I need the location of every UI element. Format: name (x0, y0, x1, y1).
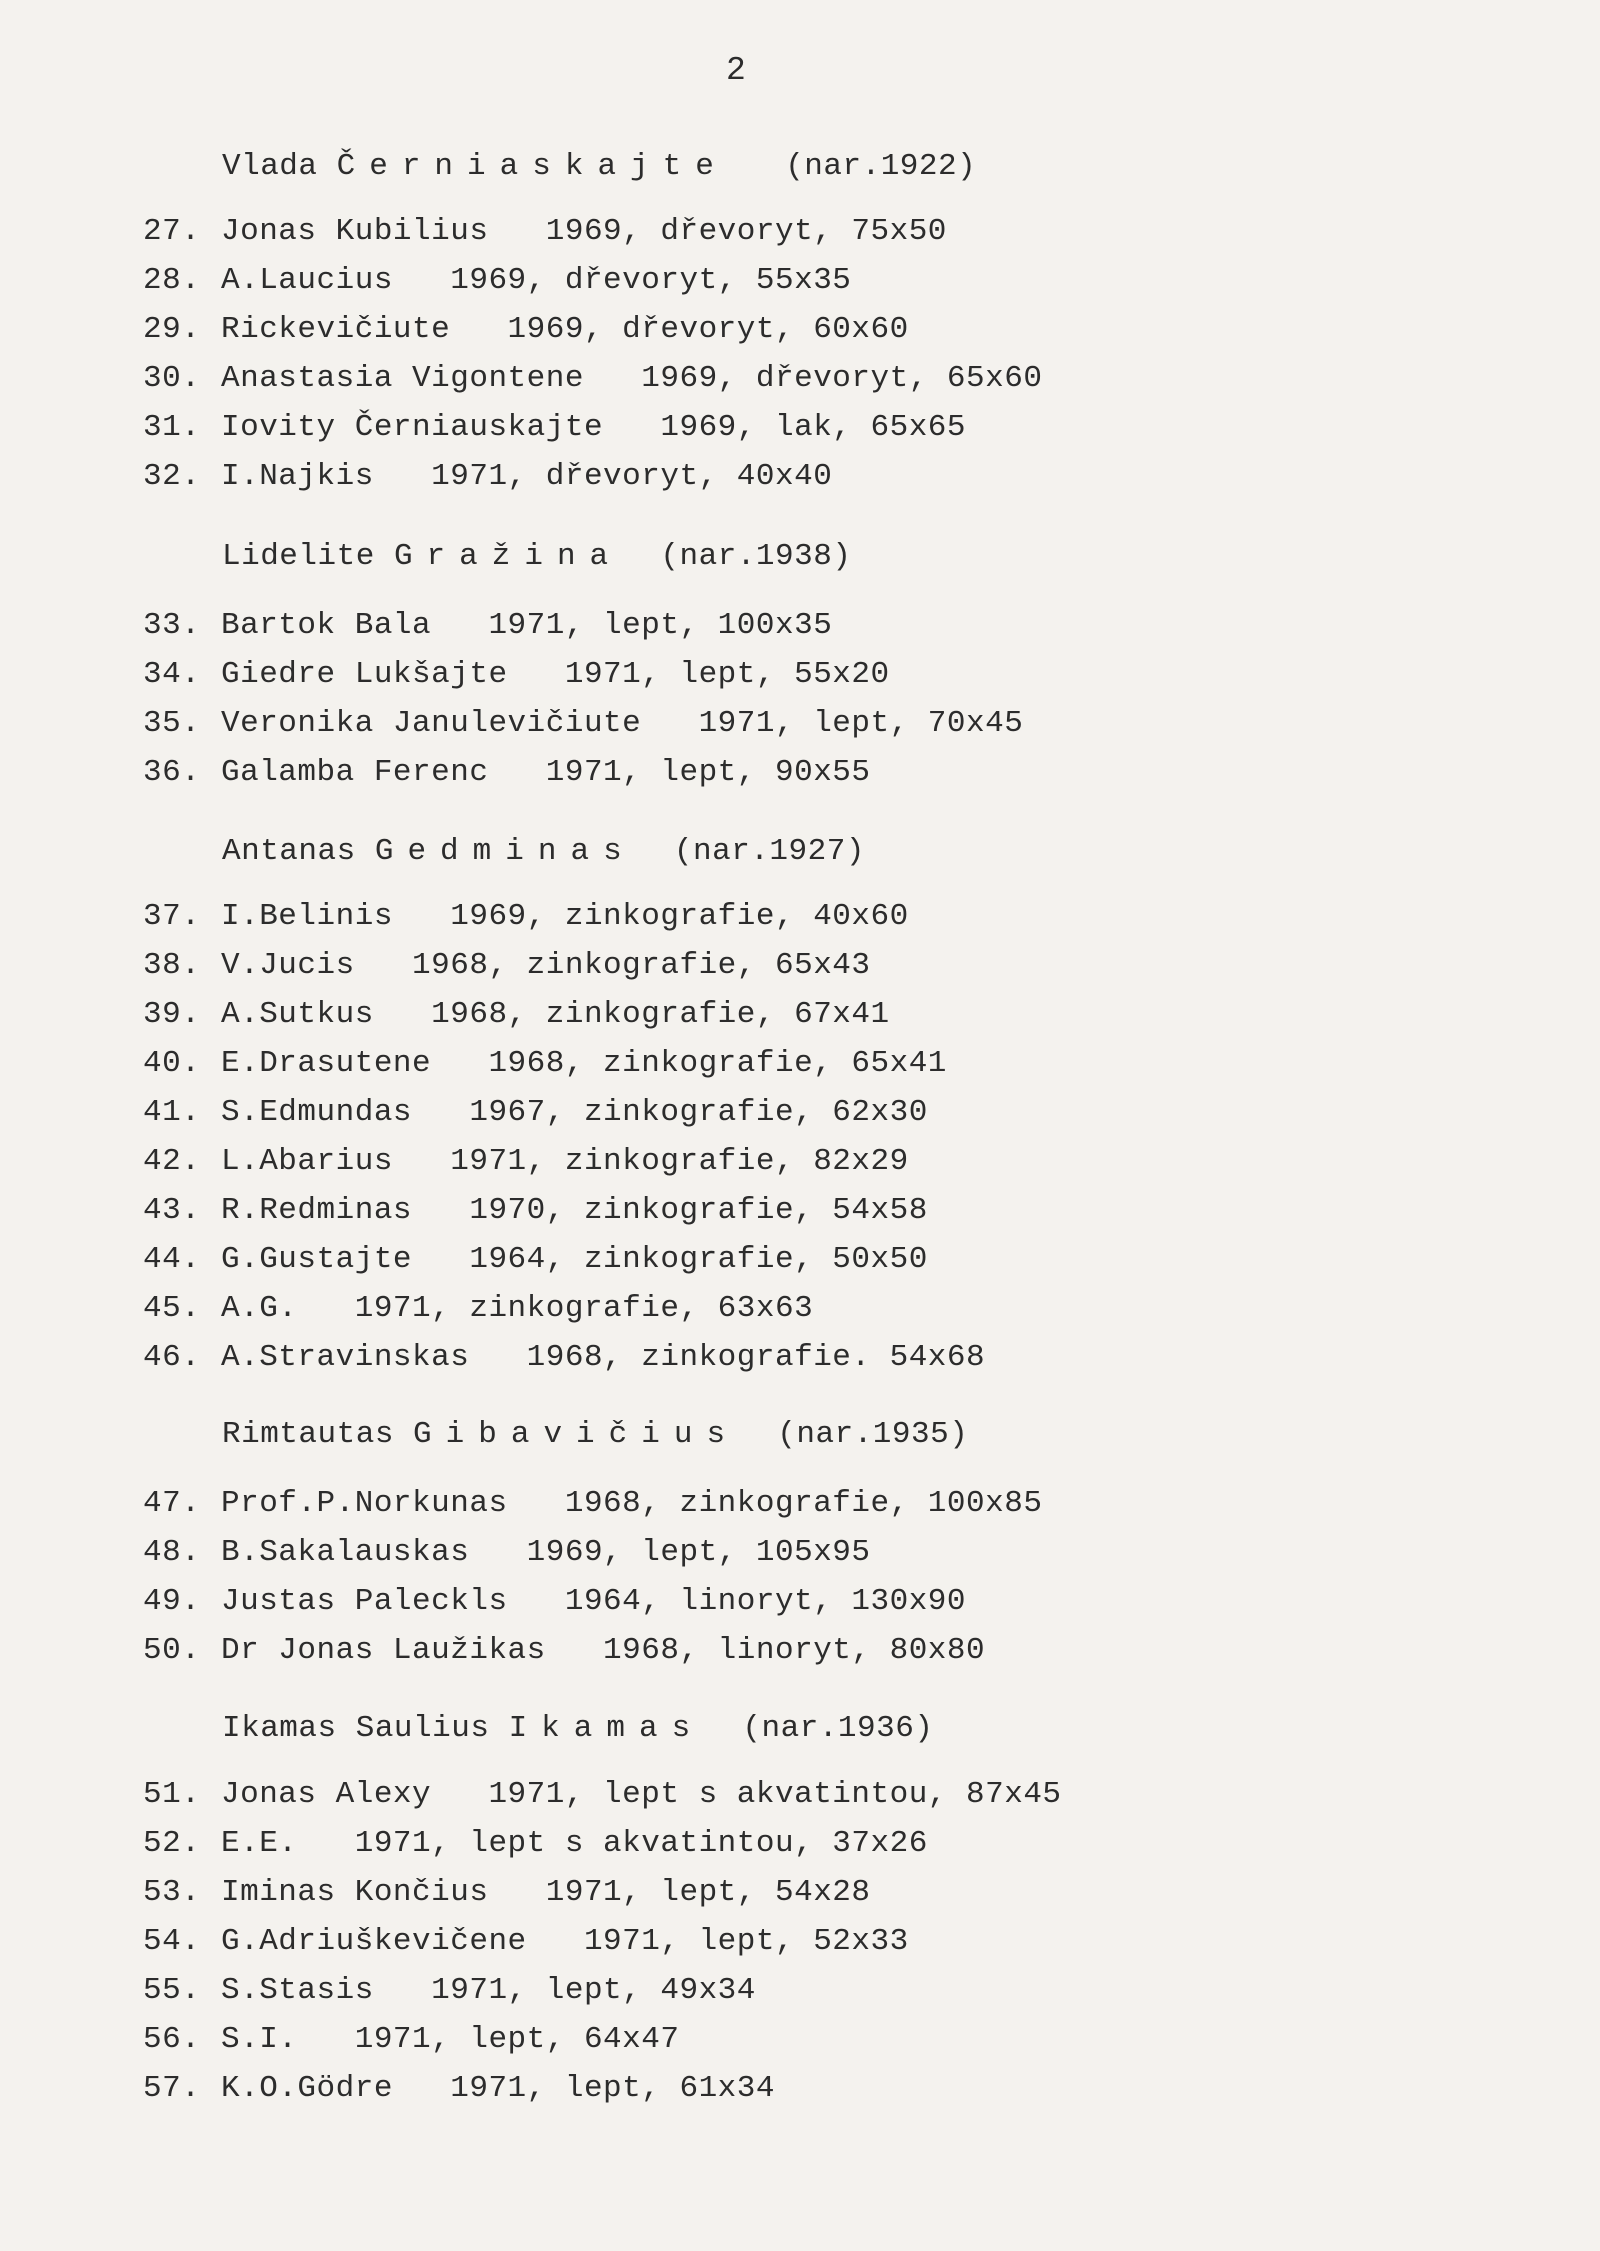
entry-text: L.Abarius 1971, zinkografie, 82x29 (221, 1144, 909, 1179)
entry-text: G.Gustajte 1964, zinkografie, 50x50 (221, 1242, 928, 1277)
entry-text: Giedre Lukšajte 1971, lept, 55x20 (221, 657, 890, 692)
artist-heading (222, 832, 865, 872)
artist-birth-year: (nar.1922) (785, 149, 977, 184)
artist-surname: Ikamas (508, 1711, 705, 1746)
entry-text: Jonas Alexy 1971, lept s akvatintou, 87x45 (221, 1777, 1062, 1812)
entry-number: 44. (143, 1242, 201, 1277)
entry-number: 33. (143, 608, 201, 643)
entry-number: 52. (143, 1826, 201, 1861)
entry-number: 42. (143, 1144, 201, 1179)
catalog-entry (143, 995, 890, 1035)
entry-number: 39. (143, 997, 201, 1032)
entry-number: 36. (143, 755, 201, 790)
catalog-entry (143, 655, 890, 695)
catalog-entry (143, 2020, 679, 2060)
entry-text: Galamba Ferenc 1971, lept, 90x55 (221, 755, 871, 790)
entry-text: S.I. 1971, lept, 64x47 (221, 2022, 680, 2057)
entry-text: Anastasia Vigontene 1969, dřevoryt, 65x60 (221, 361, 1043, 396)
entry-number: 57. (143, 2071, 201, 2106)
catalog-entry (143, 1093, 928, 1133)
artist-surname: Černiaskajte (336, 149, 728, 184)
artist-birth-year: (nar.1935) (777, 1417, 969, 1452)
catalog-entry (143, 2069, 775, 2109)
entry-text: I.Belinis 1969, zinkografie, 40x60 (221, 899, 909, 934)
entry-text: Bartok Bala 1971, lept, 100x35 (221, 608, 833, 643)
catalog-entry (143, 1191, 928, 1231)
entry-text: A.G. 1971, zinkografie, 63x63 (221, 1291, 814, 1326)
catalog-entry (143, 946, 871, 986)
entry-text: Prof.P.Norkunas 1968, zinkografie, 100x85 (221, 1486, 1043, 1521)
artist-birth-year: (nar.1936) (742, 1711, 934, 1746)
entry-number: 41. (143, 1095, 201, 1130)
entry-text: S.Stasis 1971, lept, 49x34 (221, 1973, 756, 2008)
entry-text: E.Drasutene 1968, zinkografie, 65x41 (221, 1046, 947, 1081)
entry-number: 56. (143, 2022, 201, 2057)
entry-number: 46. (143, 1340, 201, 1375)
artist-surname: Gražina (393, 539, 623, 574)
entry-text: E.E. 1971, lept s akvatintou, 37x26 (221, 1826, 928, 1861)
entry-text: K.O.Gödre 1971, lept, 61x34 (221, 2071, 775, 2106)
catalog-entry (143, 1044, 947, 1084)
artist-heading (222, 1415, 968, 1455)
catalog-entry (143, 704, 1023, 744)
catalog-entry (143, 212, 947, 252)
entry-text: S.Edmundas 1967, zinkografie, 62x30 (221, 1095, 928, 1130)
catalog-entry (143, 1873, 871, 1913)
artist-birth-year: (nar.1938) (660, 539, 852, 574)
catalog-entry (143, 1240, 928, 1280)
entry-number: 32. (143, 459, 201, 494)
entry-number: 43. (143, 1193, 201, 1228)
entry-number: 38. (143, 948, 201, 983)
entry-text: A.Stravinskas 1968, zinkografie. 54x68 (221, 1340, 986, 1375)
entry-number: 35. (143, 706, 201, 741)
catalog-entry (143, 1775, 1062, 1815)
entry-text: R.Redminas 1970, zinkografie, 54x58 (221, 1193, 928, 1228)
entry-number: 51. (143, 1777, 201, 1812)
catalog-entry (143, 359, 1042, 399)
entry-number: 37. (143, 899, 201, 934)
artist-first-name: Vlada (222, 149, 318, 184)
artist-surname: Gedminas (374, 834, 636, 869)
catalog-entry (143, 1631, 985, 1671)
entry-number: 34. (143, 657, 201, 692)
entry-number: 55. (143, 1973, 201, 2008)
catalog-entry (143, 1533, 871, 1573)
entry-number: 50. (143, 1633, 201, 1668)
artist-first-name: Ikamas Saulius (222, 1711, 490, 1746)
entry-text: Jonas Kubilius 1969, dřevoryt, 75x50 (221, 214, 947, 249)
catalog-entry (143, 1824, 928, 1864)
entry-number: 40. (143, 1046, 201, 1081)
catalog-entry (143, 310, 909, 350)
catalog-entry (143, 261, 851, 301)
entry-number: 30. (143, 361, 201, 396)
artist-first-name: Lidelite (222, 539, 375, 574)
entry-number: 28. (143, 263, 201, 298)
artist-birth-year: (nar.1927) (673, 834, 865, 869)
entry-number: 54. (143, 1924, 201, 1959)
catalog-entry (143, 1971, 756, 2011)
entry-number: 49. (143, 1584, 201, 1619)
entry-text: Rickevičiute 1969, dřevoryt, 60x60 (221, 312, 909, 347)
artist-first-name: Antanas (222, 834, 356, 869)
catalog-entry (143, 1142, 909, 1182)
catalog-entry (143, 408, 966, 448)
entry-text: Justas Paleckls 1964, linoryt, 130x90 (221, 1584, 967, 1619)
catalog-entry (143, 753, 871, 793)
entry-text: A.Sutkus 1968, zinkografie, 67x41 (221, 997, 890, 1032)
catalog-entry (143, 1922, 909, 1962)
entry-number: 31. (143, 410, 201, 445)
catalog-entry (143, 457, 832, 497)
entry-number: 48. (143, 1535, 201, 1570)
artist-heading (222, 1709, 933, 1749)
artist-first-name: Rimtautas (222, 1417, 394, 1452)
entry-text: Veronika Janulevičiute 1971, lept, 70x45 (221, 706, 1024, 741)
catalog-entry (143, 606, 832, 646)
entry-number: 47. (143, 1486, 201, 1521)
entry-number: 29. (143, 312, 201, 347)
entry-text: B.Sakalauskas 1969, lept, 105x95 (221, 1535, 871, 1570)
page-number: 2 (726, 52, 746, 89)
entry-number: 45. (143, 1291, 201, 1326)
catalog-entry (143, 1338, 985, 1378)
entry-text: Dr Jonas Laužikas 1968, linoryt, 80x80 (221, 1633, 986, 1668)
artist-surname: Gibavičius (413, 1417, 740, 1452)
catalog-entry (143, 897, 909, 937)
catalog-entry (143, 1582, 966, 1622)
catalog-entry (143, 1484, 1042, 1524)
artist-heading (222, 147, 976, 187)
entry-text: I.Najkis 1971, dřevoryt, 40x40 (221, 459, 833, 494)
entry-text: Iminas Končius 1971, lept, 54x28 (221, 1875, 871, 1910)
entry-number: 27. (143, 214, 201, 249)
entry-number: 53. (143, 1875, 201, 1910)
entry-text: Iovity Černiauskajte 1969, lak, 65x65 (221, 410, 967, 445)
artist-heading (222, 537, 851, 577)
entry-text: G.Adriuškevičene 1971, lept, 52x33 (221, 1924, 909, 1959)
catalog-entry (143, 1289, 813, 1329)
entry-text: A.Laucius 1969, dřevoryt, 55x35 (221, 263, 852, 298)
entry-text: V.Jucis 1968, zinkografie, 65x43 (221, 948, 871, 983)
